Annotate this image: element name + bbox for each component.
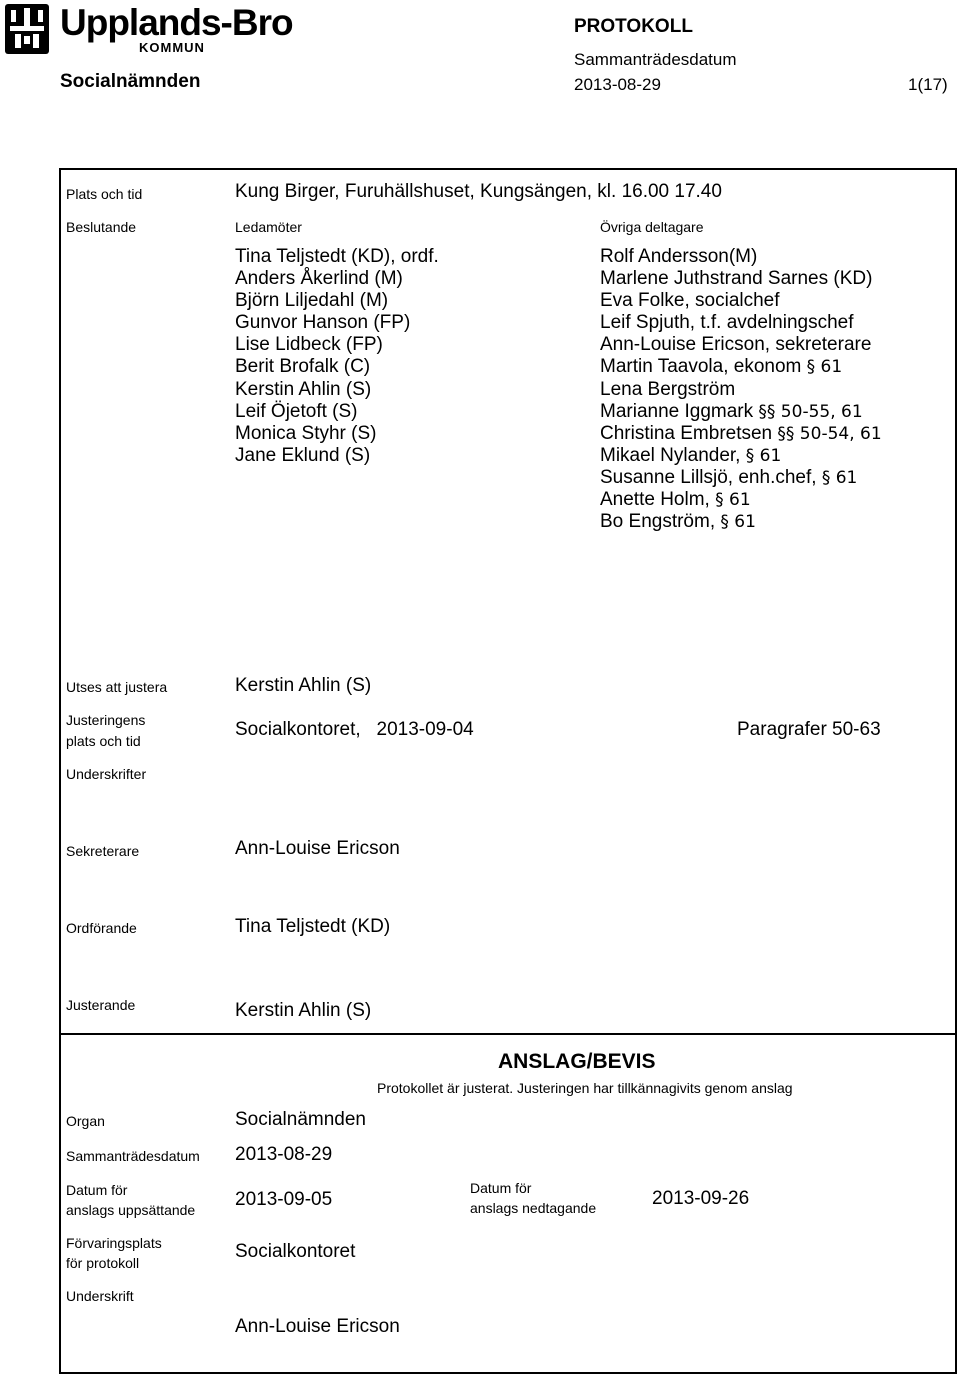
storage-value: Socialkontoret	[235, 1241, 356, 1262]
secretary-label: Sekreterare	[66, 843, 140, 859]
attendee-name: Marianne Iggmark	[600, 400, 754, 422]
list-item	[600, 467, 882, 489]
meeting-date: 2013-08-29	[574, 75, 661, 94]
attendee-name: Susanne Lillsjö, enh.chef,	[600, 466, 817, 488]
page-number: 1(17)	[908, 75, 948, 94]
others-list	[600, 246, 882, 533]
attendee-name: Lena Bergström	[600, 378, 736, 400]
posted-value: 2013-09-05	[235, 1189, 333, 1210]
secretary-value: Ann-Louise Ericson	[235, 838, 400, 859]
signature-label: Underskrift	[66, 1288, 134, 1304]
removed-value: 2013-09-26	[652, 1188, 750, 1209]
attendee-name: Ann-Louise Ericson, sekreterare	[600, 334, 872, 356]
list-item	[600, 379, 882, 401]
attendee-name: Rolf Andersson(M)	[600, 246, 758, 267]
list-item: Monica Styhr (S)	[235, 422, 377, 444]
others-heading: Övriga deltagare	[600, 219, 704, 235]
attendee-name: Anette Holm,	[600, 489, 710, 511]
storage-label-2: för protokoll	[66, 1255, 140, 1271]
paragraphs-value: Paragrafer 50-63	[737, 719, 881, 740]
members-list	[235, 246, 439, 467]
organ-value: Socialnämnden	[235, 1109, 366, 1130]
notice-date-value: 2013-08-29	[235, 1144, 333, 1165]
posted-label-2: anslags uppsättande	[66, 1202, 196, 1218]
adjuster-label: Utses att justera	[66, 679, 168, 695]
list-item: Tina Teljstedt (KD), ordf.	[235, 246, 439, 267]
committee-name: Socialnämnden	[60, 71, 201, 92]
list-item: Lise Lidbeck (FP)	[235, 334, 383, 356]
attendee-name: Mikael Nylander,	[600, 444, 741, 466]
adjust-place-value: Socialkontoret, 2013-09-04	[235, 719, 474, 740]
chair-label: Ordförande	[66, 920, 137, 936]
storage-label-1: Förvaringsplats	[66, 1235, 162, 1251]
list-item	[600, 246, 882, 268]
signatures-label: Underskrifter	[66, 766, 147, 782]
attendee-name: Martin Taavola, ekonom	[600, 356, 802, 378]
attendee-name: Leif Spjuth, t.f. avdelningschef	[600, 312, 854, 334]
list-item: Berit Brofalk (C)	[235, 356, 371, 378]
attendee-name: Christina Embretsen	[600, 422, 773, 444]
notice-title: ANSLAG/BEVIS	[498, 1050, 656, 1073]
paragraph-ref: §§ 50-55, 61	[758, 401, 863, 422]
list-item: Leif Öjetoft (S)	[235, 400, 358, 422]
attendee-name: Bo Engström,	[600, 511, 716, 533]
paragraph-ref: § 61	[745, 445, 782, 466]
paragraph-ref: § 61	[715, 490, 751, 511]
adjusting-label: Justerande	[66, 997, 136, 1013]
decision-label: Beslutande	[66, 219, 137, 235]
adjusting-value: Kerstin Ahlin (S)	[235, 1000, 372, 1021]
removed-label-2: anslags nedtagande	[470, 1200, 597, 1216]
signature-value: Ann-Louise Ericson	[235, 1316, 400, 1337]
adjust-place-label-1: Justeringens	[66, 712, 146, 728]
list-item: Anders Åkerlind (M)	[235, 268, 403, 290]
doc-type: PROTOKOLL	[574, 16, 693, 37]
paragraph-ref: § 61	[720, 512, 756, 533]
list-item: Jane Eklund (S)	[235, 444, 371, 466]
municipality-logo	[2, 2, 292, 56]
attendee-name: Marlene Juthstrand Sarnes (KD)	[600, 268, 873, 290]
paragraph-ref: § 61	[821, 467, 858, 488]
list-item	[600, 445, 882, 467]
list-item	[600, 312, 882, 334]
posted-label-1: Datum för	[66, 1182, 128, 1198]
chair-value: Tina Teljstedt (KD)	[235, 916, 391, 937]
paragraph-ref: §§ 50-54, 61	[777, 423, 882, 444]
logo-subtitle: KOMMUN	[139, 40, 205, 55]
place-value: Kung Birger, Furuhällshuset, Kungsängen, kl. 16.00 17.40	[235, 181, 722, 202]
list-item	[600, 423, 882, 445]
organ-label: Organ	[66, 1113, 105, 1129]
notice-subtitle: Protokollet är justerat. Justeringen har tillkännagivits genom anslag	[377, 1080, 793, 1096]
adjust-place-label-2: plats och tid	[66, 733, 141, 749]
members-heading: Ledamöter	[235, 219, 302, 235]
list-item: Kerstin Ahlin (S)	[235, 378, 372, 400]
adjuster-value: Kerstin Ahlin (S)	[235, 675, 372, 696]
removed-label-1: Datum för	[470, 1180, 532, 1196]
notice-date-label: Sammanträdesdatum	[66, 1148, 200, 1164]
list-item: Björn Liljedahl (M)	[235, 290, 389, 312]
list-item	[600, 356, 882, 378]
list-item	[600, 511, 882, 533]
section-divider	[59, 1033, 957, 1035]
list-item	[600, 401, 882, 423]
meeting-date-label: Sammanträdesdatum	[574, 50, 737, 69]
attendee-name: Eva Folke, socialchef	[600, 290, 780, 312]
list-item	[600, 268, 882, 290]
logo-wordmark: Upplands-Bro	[60, 2, 293, 43]
paragraph-ref: § 61	[806, 357, 843, 378]
list-item	[600, 334, 882, 356]
list-item	[600, 290, 882, 312]
list-item	[600, 489, 882, 511]
place-label: Plats och tid	[66, 186, 143, 202]
crest-icon	[2, 2, 52, 56]
list-item: Gunvor Hanson (FP)	[235, 312, 411, 334]
